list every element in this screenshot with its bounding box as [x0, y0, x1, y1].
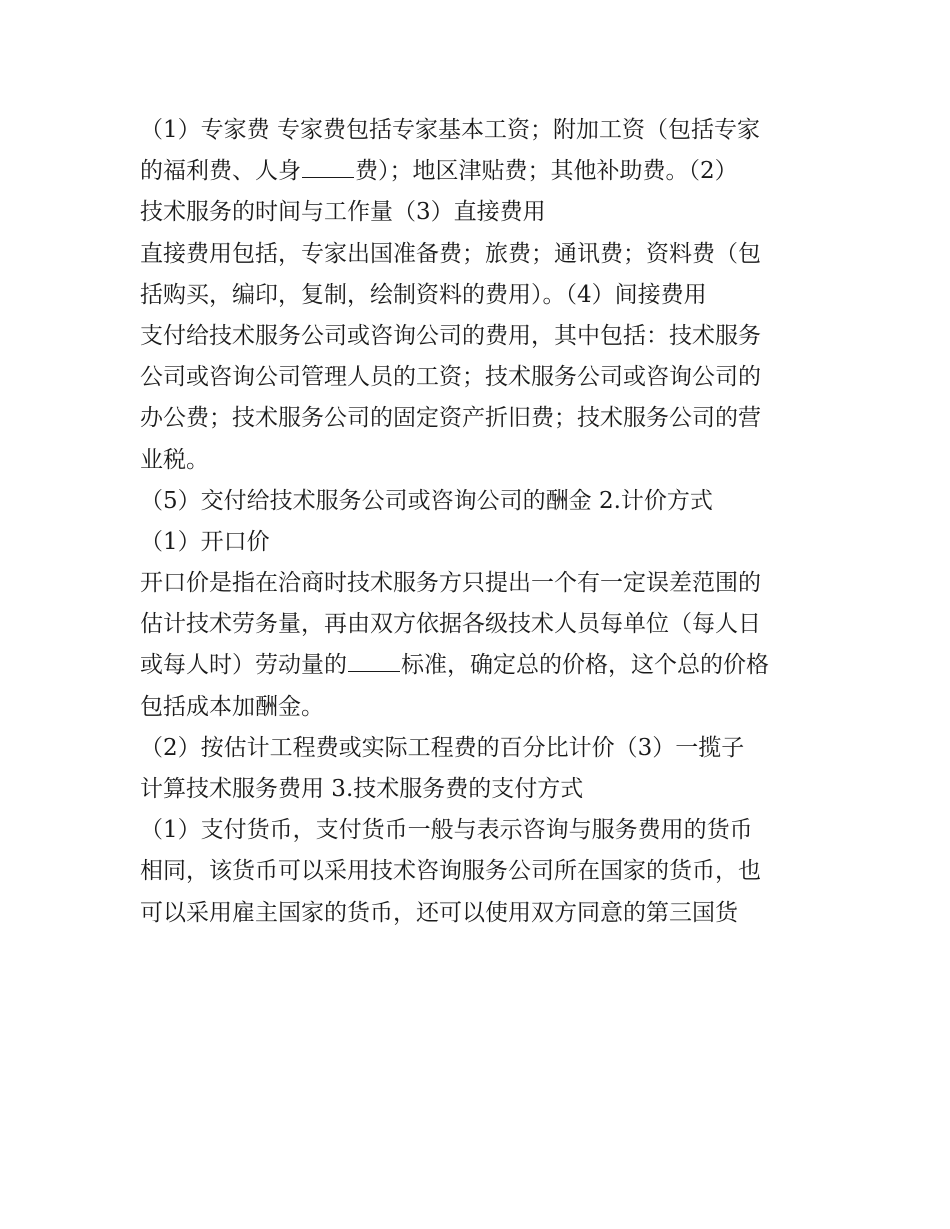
text-line-12 [140, 563, 820, 604]
line-text: 开口价是指在洽商时技术服务方只提出一个有一定误差范围的 [140, 570, 761, 597]
line-text: （1）开口价 [140, 528, 270, 555]
line-text: （2）按估计工程费或实际工程费的百分比计价（3）一揽子 [140, 734, 745, 761]
line-text: （5）交付给技术服务公司或咨询公司的酬金 2.计价方式 [140, 487, 713, 514]
text-line-4 [140, 234, 820, 275]
line-text: 包括成本加酬金。 [140, 693, 324, 720]
text-line-2 [140, 151, 820, 192]
text-line-14 [140, 645, 820, 686]
text-line-11 [140, 522, 820, 563]
line-text: 估计技术劳务量，再由双方依据各级技术人员每单位（每人日 [140, 611, 761, 638]
line-text: 技术服务的时间与工作量（3）直接费用 [140, 199, 546, 226]
line-text: 公司或咨询公司管理人员的工资；技术服务公司或咨询公司的 [140, 364, 761, 391]
text-line-16 [140, 728, 820, 769]
text-line-6 [140, 316, 820, 357]
body-text [140, 110, 820, 934]
text-line-7 [140, 357, 820, 398]
text-line-20 [140, 893, 820, 934]
text-line-17 [140, 769, 820, 810]
line-text: 办公费；技术服务公司的固定资产折旧费；技术服务公司的营 [140, 405, 761, 432]
line-text-after-blank: 费）；地区津贴费；其他补助费。（2） [355, 158, 738, 185]
text-line-5 [140, 275, 820, 316]
text-line-10 [140, 481, 820, 522]
text-line-18 [140, 810, 820, 851]
line-text: 支付给技术服务公司或咨询公司的费用，其中包括：技术服务 [140, 322, 761, 349]
text-line-15 [140, 687, 820, 728]
text-line-3 [140, 192, 820, 233]
line-text-after-blank: 标准，确定总的价格，这个总的价格 [401, 652, 769, 679]
fill-in-blank [348, 653, 400, 672]
fill-in-blank [302, 159, 354, 178]
line-text: （1）支付货币，支付货币一般与表示咨询与服务费用的货币 [140, 817, 753, 844]
text-line-19 [140, 851, 820, 892]
text-line-9 [140, 440, 820, 481]
line-text: 的福利费、人身 [140, 158, 301, 185]
line-text: 或每人时）劳动量的 [140, 652, 347, 679]
line-text: 括购买，编印，复制，绘制资料的费用）。（4）间接费用 [140, 281, 707, 308]
line-text: 相同，该货币可以采用技术咨询服务公司所在国家的货币，也 [140, 858, 761, 885]
line-text: 业税。 [140, 446, 209, 473]
line-text: 计算技术服务费用 3.技术服务费的支付方式 [140, 776, 584, 802]
line-text: 直接费用包括，专家出国准备费；旅费；通讯费；资料费（包 [140, 240, 761, 267]
text-line-13 [140, 604, 820, 645]
text-line-8 [140, 398, 820, 439]
text-line-1 [140, 110, 820, 151]
line-text: （1）专家费 专家费包括专家基本工资；附加工资（包括专家 [140, 117, 760, 143]
line-text: 可以采用雇主国家的货币，还可以使用双方同意的第三国货 [140, 899, 738, 926]
